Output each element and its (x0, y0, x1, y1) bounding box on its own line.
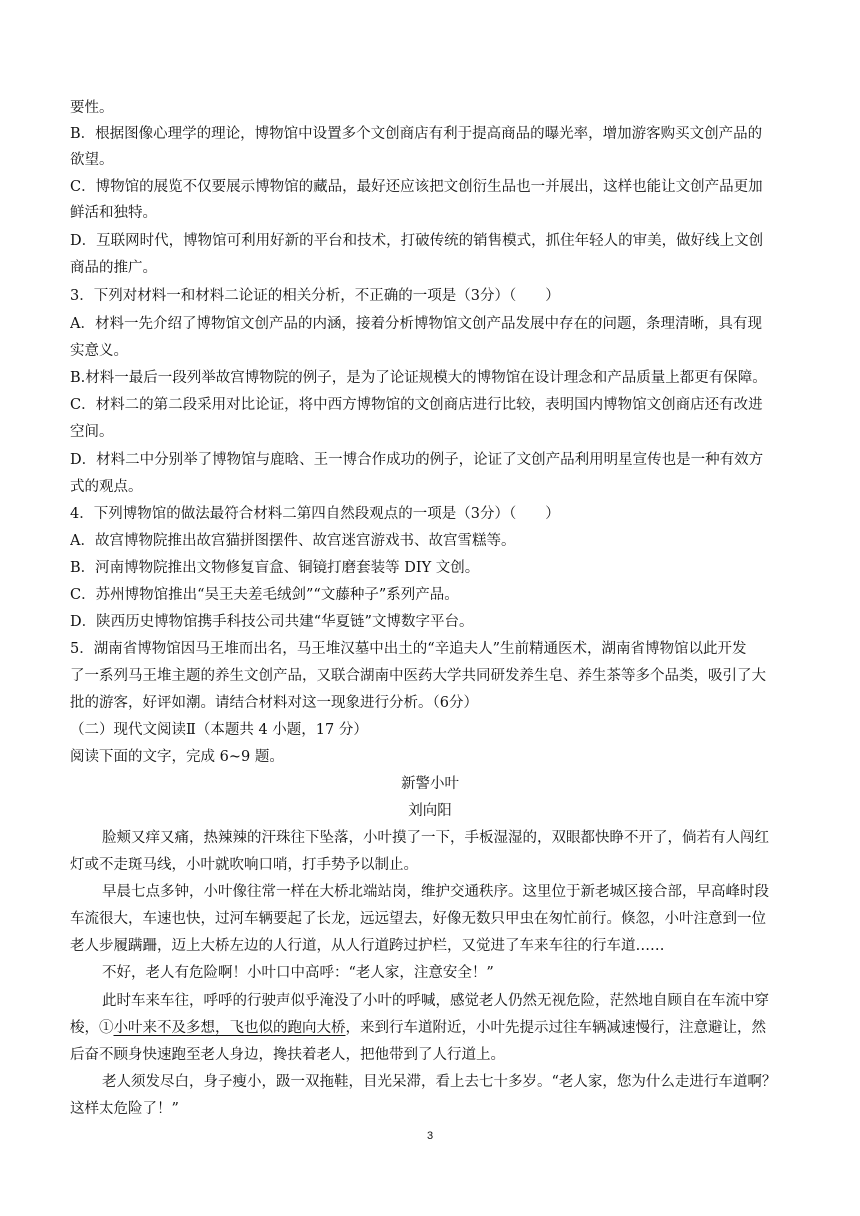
q5-line1: 5．湖南省博物馆因马王堆而出名，马王堆汉墓中出土的“辛追夫人”生前精通医术，湖南省博物馆以此开发 (70, 641, 747, 657)
q3-option-a-line2: 实意义。 (70, 343, 128, 359)
story-title: 新警小叶 (401, 776, 459, 792)
para5-line1: 老人须发尽白，身子瘦小，趿一双拖鞋，目光呆滞，看上去七十多岁。“老人家，您为什么走进行车道啊？ (102, 1074, 777, 1090)
q5-line3: 批的游客，好评如潮。请结合材料对这一现象进行分析。（6分） (70, 695, 478, 711)
q4-stem: 4．下列博物馆的做法最符合材料二第四自然段观点的一项是（3分）（ ） (70, 506, 560, 522)
q3-option-a-line1: A．材料一先介绍了博物馆文创产品的内涵，接着分析博物馆文创产品发展中存在的问题，条理清晰，具有现 (70, 316, 762, 332)
q4-option-a: A．故宫博物院推出故宫猫拼图摆件、故宫迷宫游戏书、故宫雪糕等。 (70, 533, 516, 549)
q3-option-d-line1: D．材料二中分别举了博物馆与鹿晗、王一博合作成功的例子，论证了文创产品利用明星宣传也是一种有效方 (70, 452, 764, 468)
para1-line1: 脸颊又痒又痛，热辣辣的汗珠往下坠落，小叶摸了一下，手板湿湿的，双眼都快睁不开了，倘若有人闯红 (102, 830, 769, 846)
q2-option-c-line2: 鲜活和独特。 (70, 205, 157, 221)
q2-option-b-line1: B．根据图像心理学的理论，博物馆中设置多个文创商店有利于提高商品的曝光率，增加游客购买文创产品的 (70, 126, 763, 142)
q2-option-d-line1: D．互联网时代，博物馆可利用好新的平台和技术，打破传统的销售模式，抓住年轻人的审美，做好线上文创 (70, 233, 764, 249)
q4-option-c: C．苏州博物馆推出“吴王夫差毛绒剑”“文藤种子”系列产品。 (70, 587, 459, 603)
q3-stem: 3．下列对材料一和材料二论证的相关分析，不正确的一项是（3分）（ ） (70, 288, 560, 304)
q2-option-b-line2: 欲望。 (70, 152, 114, 168)
para5-line2: 这样太危险了！” (70, 1101, 179, 1117)
para2-line2: 车流很大，车速也快，过河车辆要起了长龙，远远望去，好像无数只甲虫在匆忙前行。倏忽，小叶注意到一位 (70, 911, 766, 927)
q3-option-c-line1: C．材料二的第二段采用对比论证，将中西方博物馆的文创商店进行比较，表明国内博物馆文创商店还有改进 (70, 397, 763, 413)
section2-instruction: 阅读下面的文字，完成 6~9 题。 (70, 749, 284, 765)
page-number: 3 (426, 1130, 434, 1142)
q3-option-d-line2: 式的观点。 (70, 479, 143, 495)
para2-line1: 早晨七点多钟，小叶像往常一样在大桥北端站岗，维护交通秩序。这里位于新老城区接合部，早高峰时段 (102, 884, 769, 900)
para3: 不好，老人有危险啊！小叶口中高呼：“老人家，注意安全！” (102, 965, 494, 981)
para4-line3: 后奋不顾身快速跑至老人身边，搀扶着老人，把他带到了人行道上。 (70, 1047, 505, 1063)
para4-line2 (70, 1018, 800, 1038)
para1-line2: 灯或不走斑马线，小叶就吹响口哨，打手势予以制止。 (70, 857, 418, 873)
para4-line2-post: ，来到行车道附近，小叶先提示过往车辆减速慢行，注意避让，然 (345, 1020, 766, 1036)
q2-tail: 要性。 (70, 100, 114, 116)
q3-option-c-line2: 空间。 (70, 424, 114, 440)
q4-option-d: D．陕西历史博物馆携手科技公司共建“华夏链”文博数字平台。 (70, 614, 474, 630)
story-author: 刘向阳 (408, 803, 452, 819)
q4-option-b: B．河南博物院推出文物修复盲盒、铜镜打磨套装等 DIY 文创。 (70, 560, 480, 576)
section2-heading: （二）现代文阅读Ⅱ（本题共 4 小题，17 分） (70, 722, 368, 738)
para4-line1: 此时车来车往，呼呼的行驶声似乎淹没了小叶的呼喊，感觉老人仍然无视危险，茫然地自顾自在车流中穿 (102, 993, 769, 1009)
q3-option-b: B.材料一最后一段列举故宫博物院的例子，是为了论证规模大的博物馆在设计理念和产品质量上都更有保障。 (70, 370, 767, 386)
q5-line2: 了一系列马王堆主题的养生文创产品，又联合湖南中医药大学共同研发养生皂、养生茶等多个品类，吸引了大 (70, 668, 766, 684)
para2-line3: 老人步履蹒跚，迈上大桥左边的人行道，从人行道跨过护栏，又觉进了车来车往的行车道…… (70, 938, 665, 954)
q2-option-d-line2: 商品的推广。 (70, 260, 157, 276)
para4-line2-pre: 梭，① (70, 1020, 114, 1036)
underlined-sentence-1: 小叶来不及多想，飞也似的跑向大桥 (113, 1020, 346, 1036)
q2-option-c-line1: C．博物馆的展览不仅要展示博物馆的藏品，最好还应该把文创衍生品也一并展出，这样也能让文创产品更加 (70, 179, 763, 195)
